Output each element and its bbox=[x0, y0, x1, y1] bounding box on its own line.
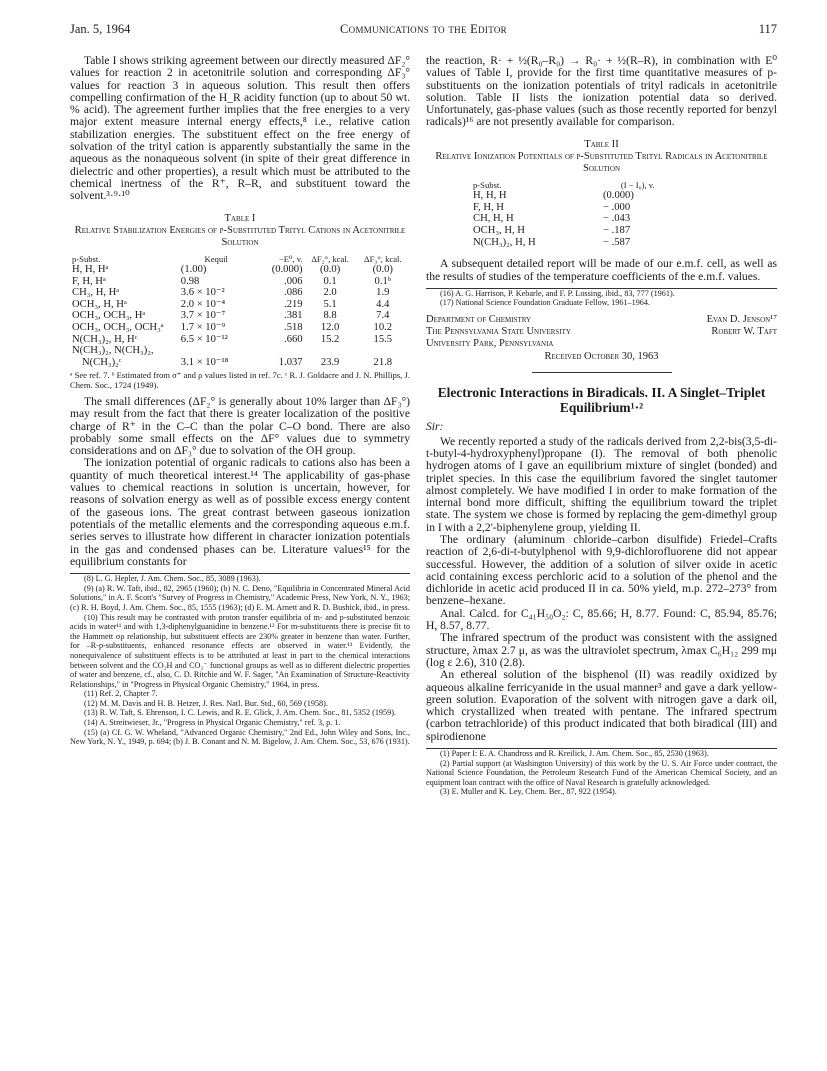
col-header: ΔF₂°, kcal. bbox=[311, 253, 349, 264]
footnote: (9) (a) R. W. Taft, ibid., 82, 2965 (1960); (b) N. C. Deno, "Equilibria in Concentrated Mineral Acid Solutions," in A. F. Scott's "Survey of Progress in Chemistry," Academic Press, New York, N. Y., 1963; (c) R. H. Boyd, J. Am. Chem. Soc., 85, 1555 (1963); (d) E. M. Arnett and R. D. Bushick, ibid., in press. bbox=[70, 583, 410, 612]
table-row bbox=[70, 299, 410, 311]
paragraph: the reaction, R· + ½(R₀–R₀) → R₀· + ½(R–R), in combination with E⁰ values of Table I, provide for the first time quantitative measures of p-substituents on the ionization potentials of trityl radicals in acetonitrile solution. Table II lists the ionization potential data so derived. Unfortunately, gas-phase values (such as those recently reported for benzyl radicals)¹⁶ are not presently available for comparison. bbox=[426, 54, 777, 129]
table-cell: F, H, Hᵃ bbox=[72, 275, 106, 287]
col-header: −E⁰, v. bbox=[278, 253, 303, 264]
footnote: (2) Partial support (at Washington University) of this work by the U. S. Air Force under contract, the National Science Foundation, the Petroleum Research Fund of the American Chemical Society, and an equipment loan contract with the office of Naval Research is gratefully acknowledged. bbox=[426, 758, 777, 787]
table-cell: 15.5 bbox=[373, 333, 393, 345]
table-row bbox=[70, 287, 410, 299]
footnote: (17) National Science Foundation Graduate Fellow, 1961–1964. bbox=[440, 298, 651, 308]
table-cell: 1.7 × 10⁻⁹ bbox=[180, 322, 226, 334]
table-cell: 6.5 × 10⁻¹² bbox=[180, 333, 228, 345]
footnote: (10) This result may be contrasted with proton transfer equilibria of m- and p-substituted benzoic acids in water¹¹ and with 1,3-diphenylguanidine in benzene.¹² For m-substituents there is precise fit to the Hammett σρ relationship, but substituent effects are 230% greater in benzene than water. Further, for –R-p-substituents, enhanced resonance effects are observed in water.¹³ Evidently, the nonequivalence of substituent effects is to be attributed at least in part to the chemical interactions between solvent and the CO₂H and CO₂⁻ functional groups as well as to different dielectric properties of water and benzene, cf., also, C. D. Ritchie and W. F. Sager, "An Examination of Structure-Reactivity Relationships," in "Progress in Physical Organic Chemistry," 1964, in press. bbox=[70, 612, 410, 689]
table-row bbox=[471, 202, 675, 214]
table-cell bbox=[356, 345, 410, 357]
col-header: p-Subst. bbox=[473, 179, 502, 190]
salutation: Sir: bbox=[426, 420, 444, 434]
table-cell: F, H, H bbox=[473, 201, 504, 213]
table-cell: 0.98 bbox=[180, 275, 200, 287]
paragraph: The ionization potential of organic radicals to cations also has been a quantity of much theoretical interest.¹⁴ The applicability of gas-phase values to chemical reactions in solution is uncertain, however, for reasons of solvation energy as well as of possible excess energy content of the gaseous ions. The great contrast between gaseous ionization potentials of the metallic elements and the corresponding aqueous e.m.f. series serves to illustrate how different in character ionization potentials in the gas and condensed phases can be. Literature values¹⁵ for the equilibrium constants for bbox=[70, 456, 410, 568]
col-header: Kequil bbox=[204, 253, 228, 264]
table-row bbox=[70, 322, 410, 334]
paragraph: The small differences (ΔF₂° is generally about 10% larger than ΔF₃°) may result from the fact that there is greater localization of the positive charge of R⁺ in the C–C than the polar C–O bond. There are also probably some small effects on the ΔF° values due to symmetry considerations and on ΔF₃° due to solvation of the OH group. bbox=[70, 395, 410, 458]
table-cell: N(CH₃)₂, H, H bbox=[473, 236, 536, 248]
footnote: (3) E. Muller and K. Ley, Chem. Ber., 87, 922 (1954). bbox=[440, 787, 617, 797]
table-cell: 0.1ᵇ bbox=[374, 275, 392, 287]
footnotes bbox=[70, 574, 410, 747]
footnote: (12) M. M. Davis and H. B. Hetzer, J. Res. Natl. Bur. Std., 60, 569 (1958). bbox=[84, 698, 328, 708]
table-cell: − .000 bbox=[602, 201, 631, 213]
right-column bbox=[426, 55, 777, 797]
table2 bbox=[471, 181, 675, 248]
header-journal: Communications to the Editor bbox=[340, 22, 507, 36]
table-cell: CH₃, H, Hᵃ bbox=[72, 287, 120, 299]
table-cell: − .043 bbox=[602, 213, 631, 225]
paragraph: A subsequent detailed report will be made of our e.m.f. cell, as well as the results of studies of the temperature coefficients of the e.m.f. values. bbox=[426, 257, 777, 283]
table-cell bbox=[305, 345, 356, 357]
table-cell: 3.7 × 10⁻⁷ bbox=[180, 310, 226, 322]
table-row bbox=[471, 225, 675, 237]
table-cell: .006 bbox=[284, 275, 303, 287]
table-cell: 7.4 bbox=[376, 310, 390, 322]
running-header bbox=[70, 22, 777, 38]
footnote: (1) Paper I: E. A. Chandross and R. Kreilick, J. Am. Chem. Soc., 85, 2530 (1963). bbox=[440, 749, 709, 759]
footnote: (14) A. Streitwieser, Jr., "Progress in Physical Organic Chemistry," ref. 3, p. 1. bbox=[84, 718, 341, 728]
university: The Pennsylvania State University bbox=[426, 326, 571, 338]
table-cell: (1.00) bbox=[180, 264, 207, 276]
table-row bbox=[471, 213, 675, 225]
table-cell: OCH₃, OCH₃, Hᵃ bbox=[72, 310, 146, 322]
table-header-row bbox=[471, 181, 675, 191]
table-cell: 1.9 bbox=[376, 287, 390, 299]
table-cell: 15.2 bbox=[320, 333, 340, 345]
table1 bbox=[70, 255, 410, 369]
paragraph: An ethereal solution of the bisphenol (II) was readily oxidized by aqueous alkaline ferricyanide in the usual manner³ and gave a dark yellow-green solution. Evaporation of the solvent with nitrogen gave a dark oil, which crystallized when treated with pentane. The infrared spectrum (carbon tetrachloride) of this product indicated that both biradical (III) and spirodienone bbox=[426, 668, 777, 743]
author-name: Robert W. Taft bbox=[711, 326, 777, 338]
paragraph: Anal. Calcd. for C₄₁H₅₀O₂: C, 85.66; H, 8.77. Found: C, 85.94, 85.76; H, 8.57, 8.77. bbox=[426, 606, 777, 633]
table1-footnote: ᵃ See ref. 7. ᵇ Estimated from σ⁺ and ρ values listed in ref. 7c. ᶜ R. J. Goldacre and J. N. Phillips, J. Chem. Soc., 1724 (1949). bbox=[70, 370, 410, 391]
table-cell: H, H, H bbox=[473, 190, 507, 202]
footnote: (16) A. G. Harrison, P. Kebarle, and F. P. Lossing, ibid., 83, 777 (1961). bbox=[440, 288, 675, 298]
author-address bbox=[426, 314, 777, 350]
table-cell: CH, H, H bbox=[473, 213, 514, 225]
table-cell: 2.0 bbox=[323, 287, 337, 299]
footnote: (11) Ref. 2, Chapter 7. bbox=[84, 689, 158, 699]
footnotes bbox=[426, 749, 777, 797]
footnote: (13) R. W. Taft, S. Ehrenson, I. C. Lewis, and R. E. Glick, J. Am. Chem. Soc., 81, 5352 (1959). bbox=[84, 708, 396, 718]
paragraph: The infrared spectrum of the product was consistent with the assigned structure, λmax 2.7 μ, as was the ultraviolet spectrum, λmax C₆H₁₂ 299 mμ (log ε 2.6), 310 (2.8). bbox=[426, 631, 777, 669]
table-cell: N(CH₃)₂, N(CH₃)₂, bbox=[72, 345, 154, 357]
table-cell: (0.000) bbox=[271, 264, 303, 276]
footnote: (15) (a) Cf. G. W. Wheland, "Advanced Organic Chemistry," 2nd Ed., John Wiley and Sons, Inc., New York, N. Y., 1949, p. 694; (b) J. B. Conant and N. M. Bigelow, J. Am. Chem. Soc., 53, 676 (1931). bbox=[70, 727, 410, 747]
table-cell: OCH₃, H, H bbox=[473, 225, 525, 237]
table-header-row bbox=[70, 255, 410, 265]
article-title: Electronic Interactions in Biradicals. II. A Singlet–Triplet Equilibrium¹·² bbox=[437, 385, 766, 416]
table-cell: H, H, Hᵃ bbox=[72, 264, 109, 276]
table-cell: .518 bbox=[284, 322, 303, 334]
table-cell: 2.0 × 10⁻⁴ bbox=[180, 298, 226, 310]
received-date: Received October 30, 1963 bbox=[544, 351, 659, 363]
table-row bbox=[70, 276, 410, 288]
footnotes bbox=[426, 289, 777, 308]
location: University Park, Pennsylvania bbox=[426, 338, 554, 350]
table-cell: (0.0) bbox=[319, 264, 341, 276]
table-cell: OCH₃, OCH₃, OCH₃ᵃ bbox=[72, 322, 164, 334]
table-cell: N(CH₃)₂, H, Hᶜ bbox=[72, 333, 138, 345]
table-cell: .660 bbox=[284, 333, 303, 345]
table-cell: 3.6 × 10⁻² bbox=[180, 287, 225, 299]
table-cell: 12.0 bbox=[320, 322, 340, 334]
table-cell: − .187 bbox=[602, 225, 631, 237]
table-row bbox=[70, 334, 410, 346]
author-name: Evan D. Jenson¹⁷ bbox=[706, 314, 777, 326]
table-row bbox=[70, 264, 410, 276]
table-cell: 8.8 bbox=[323, 310, 337, 322]
table-cell bbox=[179, 345, 254, 357]
table-row bbox=[70, 310, 410, 322]
header-date: Jan. 5, 1964 bbox=[70, 22, 131, 36]
table-row bbox=[70, 345, 410, 357]
page-number: 117 bbox=[758, 22, 777, 36]
table-cell: N(CH₃)₂ᶜ bbox=[82, 356, 122, 368]
table-cell: − .587 bbox=[602, 236, 631, 248]
table-cell: 10.2 bbox=[373, 322, 393, 334]
table1-caption: Table I bbox=[224, 212, 256, 224]
footnote: (8) L. G. Hepler, J. Am. Chem. Soc., 85, 3089 (1963). bbox=[84, 574, 261, 584]
paragraph: Table I shows striking agreement between our directly measured ΔF₂° values for reaction 2 in acetonitrile solution and corresponding ΔF₃° values for reaction 3 in aqueous solution. This result then offers compelling confirmation of the H_R acidity function (up to about 50 wt. % acid). The agreement further implies that the free energies to a very major extent measure internal energy effects,⁸ i.e., relative cation stabilization energies. The substituent effect on the free energy of solvation of the trityl cation is apparently substantially the same in the aqueous as the nonaqueous solvent (in spite of their great difference in dielectric and other properties), a result which must be attributed to the chemical inertness of the R⁺, R–R, and substituent toward the solvent.³·⁹·¹⁰ bbox=[70, 54, 410, 203]
table-cell: .219 bbox=[284, 298, 303, 310]
table-cell: (0.0) bbox=[372, 264, 393, 276]
table-cell: (0.000) bbox=[602, 190, 634, 202]
table-cell: 3.1 × 10⁻¹⁸ bbox=[180, 356, 229, 368]
table-cell: 23.9 bbox=[320, 356, 340, 368]
col-header: (I − I₀), v. bbox=[620, 179, 655, 190]
department: Department of Chemistry bbox=[426, 314, 532, 326]
table-cell: 4.4 bbox=[376, 298, 390, 310]
article-divider bbox=[532, 372, 672, 373]
paragraph: The ordinary (aluminum chloride–carbon disulfide) Friedel–Crafts reaction of 2,6-di-t-butylphenol with 9,9-dichlorofluorene did not appear successful. However, the addition of a solution of silver oxide in acetic acid containing excess perchloric acid to a solution of the phenol and the dichloride in acetic acid produced II in ca. 50% yield, m.p. 272–273° from benzene–hexane. bbox=[426, 533, 777, 608]
col-header: p-Subst. bbox=[72, 253, 101, 264]
table-cell: 1.037 bbox=[278, 356, 303, 368]
table-row bbox=[471, 237, 675, 249]
table-cell: 5.1 bbox=[323, 298, 337, 310]
table2-title: Relative Ionization Potentials of p-Substituted Trityl Radicals in Acetonitrile Solution bbox=[435, 150, 768, 174]
col-header: ΔF₃°, kcal. bbox=[364, 253, 402, 264]
table2-caption: Table II bbox=[584, 138, 619, 150]
table-cell: 21.8 bbox=[373, 356, 393, 368]
table1-title: Relative Stabilization Energies of p-Substituted Trityl Cations in Acetonitrile Solution bbox=[74, 224, 406, 248]
table-cell: .086 bbox=[284, 287, 303, 299]
table-cell: .381 bbox=[284, 310, 303, 322]
paragraph: We recently reported a study of the radicals derived from 2,2-bis(3,5-di-t-butyl-4-hydroxyphenyl)propane (I). The removal of both phenolic hydrogen atoms of I gave an equilibrium mixture of singlet (bonded) and triplet species. In this case the equilibrium favored the singlet tautomer almost completely. We have modified I in order to make formation of the internal bond more difficult, shifting the equilibrium toward the triplet state. The system we chose is formed by replacing the gem-dimethyl group in I with a 2,2'-biphenylene group, yielding II. bbox=[426, 434, 777, 534]
table-cell bbox=[254, 345, 305, 357]
left-column bbox=[70, 55, 410, 747]
table-row bbox=[471, 190, 675, 202]
table-cell: OCH₃, H, Hᵃ bbox=[72, 298, 127, 310]
table-row bbox=[70, 357, 410, 369]
table-cell: 0.1 bbox=[323, 275, 337, 287]
